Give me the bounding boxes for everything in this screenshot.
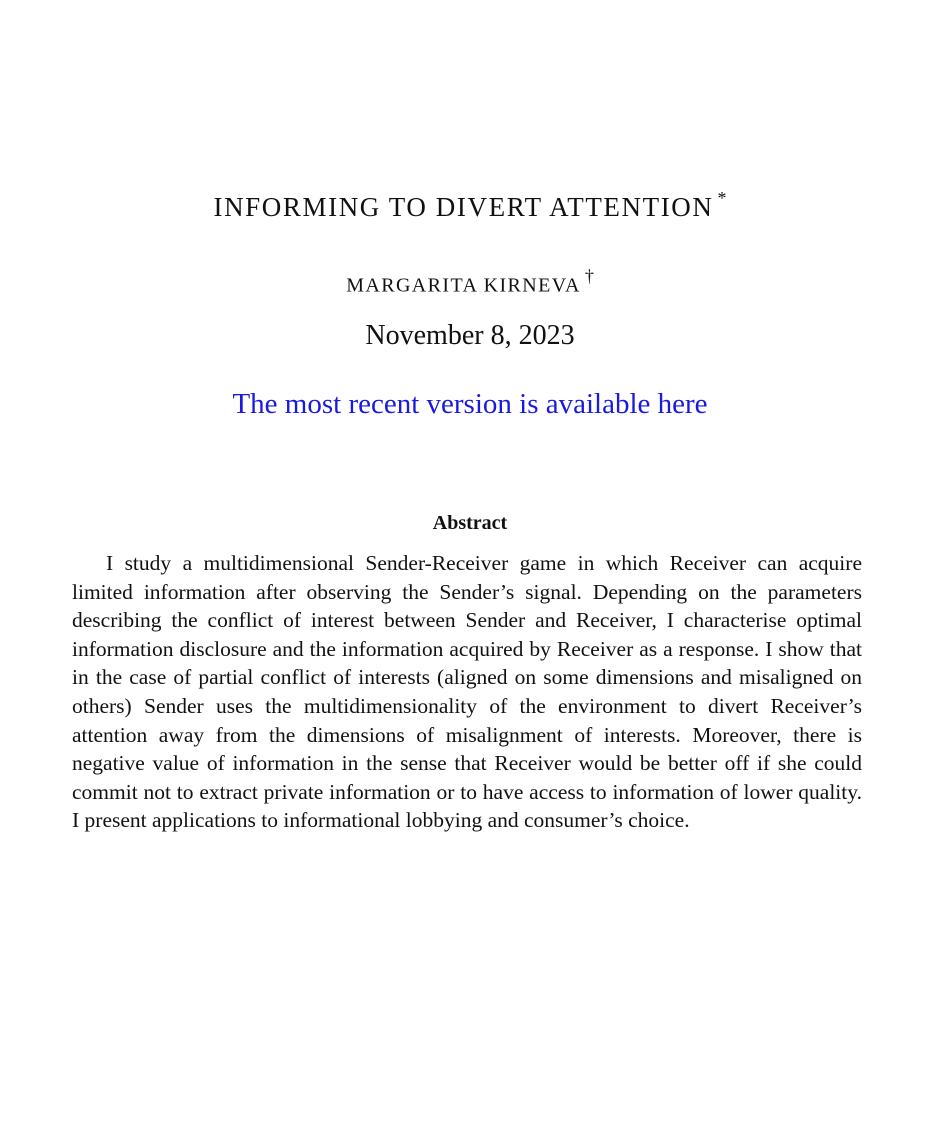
recent-version-link[interactable]: The most recent version is available here <box>232 388 708 420</box>
abstract-text: I study a multidimensional Sender-Receiver game in which Receiver can acquire limited information after observing the Sender’s signal. Depending on the parameters describing the conflict of interest between Sender and Receiver, I characterise optimal information disclosure and the information acquired by Receiver as a response. I show that in the case of partial conflict of interests (aligned on some dimensions and misaligned on others) Sender uses the multidimensionality of the environment to divert Receiver’s attention away from the dimensions of misalignment of interests. Moreover, there is negative value of information in the sense that Receiver would be better off if she could commit not to extract private information or to have access to information of lower quality. I present applications to informational lobbying and consumer’s choice. <box>72 551 862 833</box>
title-block <box>0 178 940 229</box>
version-link-line <box>0 384 940 424</box>
author-footnote-mark[interactable]: † <box>584 266 594 286</box>
paper-title <box>0 178 940 229</box>
author-name: MARGARITA KIRNEVA <box>346 274 581 297</box>
abstract-heading: Abstract <box>432 512 508 534</box>
title-footnote-mark[interactable]: * <box>717 188 727 208</box>
author-line <box>0 258 940 306</box>
paper-title-text: INFORMING TO DIVERT ATTENTION <box>213 192 714 222</box>
paper-date: November 8, 2023 <box>365 320 575 351</box>
